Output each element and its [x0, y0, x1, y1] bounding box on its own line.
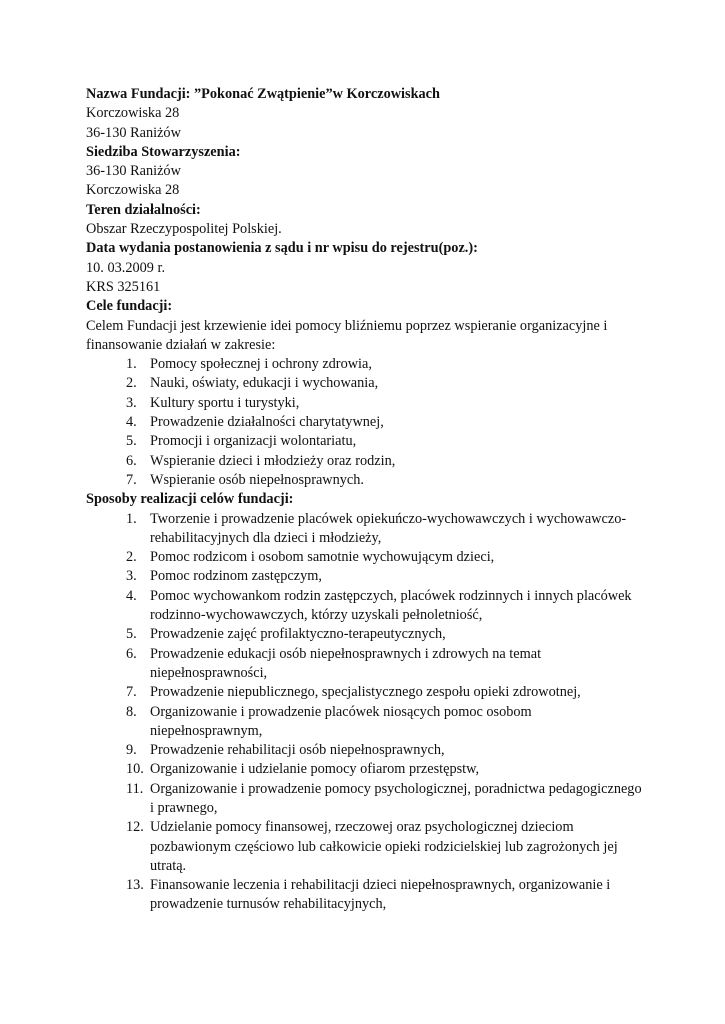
- list-item: [86, 548, 646, 567]
- list-item-text: Organizowanie i prowadzenie placówek niosących pomoc osobom niepełnosprawnym,: [150, 703, 532, 739]
- list-item-text: Kultury sportu i turystyki,: [150, 394, 300, 411]
- list-item: [86, 645, 646, 684]
- area-heading: Teren działalności:: [86, 201, 201, 218]
- list-item-number: 7.: [126, 471, 137, 488]
- list-item-number: 3.: [126, 394, 137, 411]
- seat-line2: Korczowiska 28: [86, 182, 180, 199]
- document-page: [86, 85, 646, 915]
- list-item: [86, 413, 646, 432]
- list-item-text: Wspieranie osób niepełnosprawnych.: [150, 471, 364, 488]
- list-item: [86, 683, 646, 702]
- list-item-number: 8.: [126, 703, 137, 720]
- list-item-text: Prowadzenie edukacji osób niepełnosprawnych i zdrowych na temat niepełnosprawności,: [150, 645, 542, 681]
- list-item-text: Pomoc rodzicom i osobom samotnie wychowującym dzieci,: [150, 549, 495, 566]
- registration-date: 10. 03.2009 r.: [86, 259, 166, 276]
- list-item: [86, 818, 646, 876]
- list-item-number: 1.: [126, 356, 137, 373]
- list-item-number: 9.: [126, 742, 137, 759]
- list-item-text: Prowadzenie rehabilitacji osób niepełnosprawnych,: [150, 742, 445, 759]
- list-item-text: Pomocy społecznej i ochrony zdrowia,: [150, 356, 372, 373]
- list-item-number: 7.: [126, 684, 137, 701]
- list-item: [86, 471, 646, 490]
- goals-heading: Cele fundacji:: [86, 298, 173, 315]
- list-item-text: Finansowanie leczenia i rehabilitacji dzieci niepełnosprawnych, organizowanie i prowadzenie turnusów rehabilitacyjnych,: [150, 877, 611, 913]
- list-item: [86, 567, 646, 586]
- list-item-text: Organizowanie i udzielanie pomocy ofiarom przestępstw,: [150, 761, 480, 778]
- list-item: [86, 510, 646, 549]
- list-item-number: 12.: [126, 819, 144, 836]
- list-item: [86, 355, 646, 374]
- list-item: [86, 876, 646, 915]
- list-item-text: Pomoc wychowankom rodzin zastępczych, placówek rodzinnych i innych placówek rodzinno-wychowawczych, którzy uzyskali pełnoletniość,: [150, 587, 632, 624]
- list-item: [86, 587, 646, 626]
- list-item: [86, 780, 646, 819]
- list-item-text: Pomoc rodzinom zastępczym,: [150, 568, 322, 585]
- list-item-text: Prowadzenie zajęć profilaktyczno-terapeutycznych,: [150, 626, 446, 643]
- list-item-text: Promocji i organizacji wolontariatu,: [150, 433, 357, 450]
- list-item-number: 10.: [126, 761, 144, 778]
- list-item: [86, 625, 646, 644]
- list-item-number: 11.: [126, 780, 144, 797]
- list-item-number: 5.: [126, 626, 137, 643]
- list-item: [86, 760, 646, 779]
- list-item-number: 6.: [126, 452, 137, 469]
- list-item-number: 4.: [126, 587, 137, 604]
- list-item: [86, 703, 646, 742]
- registration-heading: Data wydania postanowienia z sądu i nr wpisu do rejestru(poz.):: [86, 240, 478, 257]
- list-item-number: 5.: [126, 433, 137, 450]
- seat-line1: 36-130 Raniżów: [86, 163, 181, 180]
- list-item-text: Udzielanie pomocy finansowej, rzeczowej oraz psychologicznej dzieciom pozbawionym częściowo lub całkowicie opieki rodzicielskiej lub zagrożonych jej utratą.: [150, 819, 618, 874]
- list-item-number: 13.: [126, 877, 144, 894]
- goals-intro: Celem Fundacji jest krzewienie idei pomocy bliźniemu poprzez wspieranie organizacyjne i finansowanie działań w zakresie:: [86, 317, 608, 353]
- list-item-number: 2.: [126, 375, 137, 392]
- list-item-number: 4.: [126, 414, 137, 431]
- area-value: Obszar Rzeczypospolitej Polskiej.: [86, 221, 282, 238]
- list-item: [86, 452, 646, 471]
- list-item-text: Wspieranie dzieci i młodzieży oraz rodzin,: [150, 452, 396, 469]
- methods-heading: Sposoby realizacji celów fundacji:: [86, 491, 294, 508]
- goals-list: [86, 355, 646, 490]
- list-item-text: Organizowanie i prowadzenie pomocy psychologicznej, poradnictwa pedagogicznego i prawnego,: [150, 780, 642, 816]
- list-item-number: 2.: [126, 549, 137, 566]
- foundation-name-heading: Nazwa Fundacji: ”Pokonać Zwątpienie”w Korczowiskach: [86, 86, 440, 102]
- list-item-number: 6.: [126, 645, 137, 662]
- foundation-address-line1: Korczowiska 28: [86, 105, 180, 122]
- list-item-text: Prowadzenie działalności charytatywnej,: [150, 414, 384, 431]
- list-item-number: 3.: [126, 568, 137, 585]
- registration-krs: KRS 325161: [86, 278, 161, 295]
- list-item-text: Nauki, oświaty, edukacji i wychowania,: [150, 375, 379, 392]
- list-item: [86, 394, 646, 413]
- list-item: [86, 374, 646, 393]
- list-item-number: 1.: [126, 510, 137, 527]
- list-item: [86, 432, 646, 451]
- list-item-text: Tworzenie i prowadzenie placówek opiekuńczo-wychowawczych i wychowawczo-rehabilitacyjnych dla dzieci i młodzieży,: [150, 510, 627, 546]
- methods-list: [86, 510, 646, 915]
- foundation-address-line2: 36-130 Raniżów: [86, 124, 181, 141]
- list-item-text: Prowadzenie niepublicznego, specjalistycznego zespołu opieki zdrowotnej,: [150, 684, 581, 701]
- seat-heading: Siedziba Stowarzyszenia:: [86, 143, 241, 160]
- list-item: [86, 741, 646, 760]
